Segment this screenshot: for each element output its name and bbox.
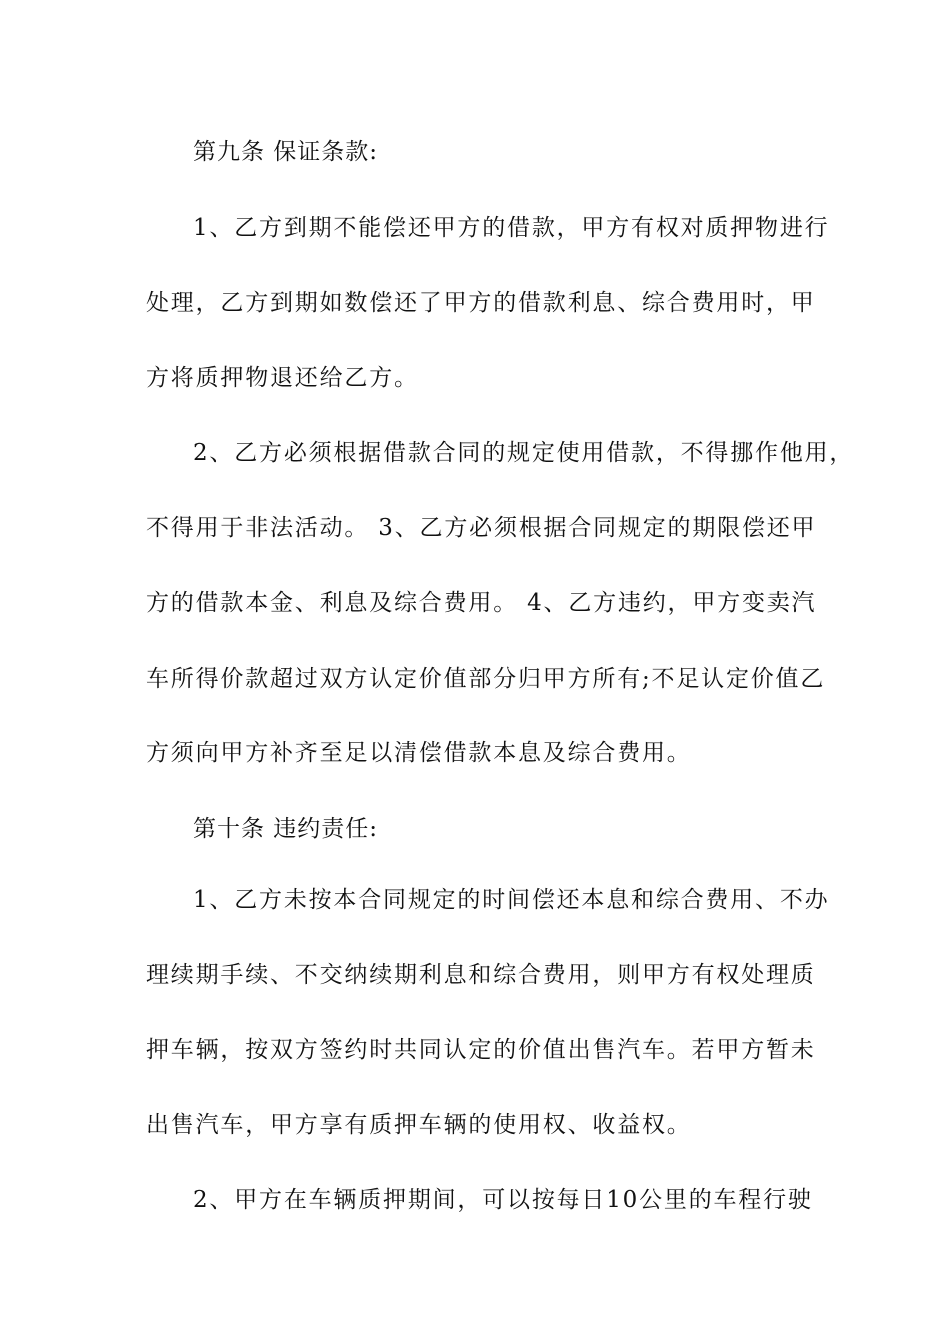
paragraph-line: 方须向甲方补齐至足以清偿借款本息及综合费用。 (146, 740, 692, 766)
paragraph-line: 2、乙方必须根据借款合同的规定使用借款，不得挪作他用， (193, 440, 855, 466)
paragraph-line: 不得用于非法活动。 3、乙方必须根据合同规定的期限偿还甲 (146, 515, 817, 541)
paragraph-line: 处理，乙方到期如数偿还了甲方的借款利息、综合费用时，甲 (146, 290, 816, 316)
paragraph-line: 方的借款本金、利息及综合费用。 4、乙方违约，甲方变卖汽 (146, 590, 817, 616)
paragraph-line: 押车辆，按双方签约时共同认定的价值出售汽车。若甲方暂未 (146, 1037, 816, 1063)
paragraph-line: 1、乙方未按本合同规定的时间偿还本息和综合费用、不办 (193, 887, 830, 913)
paragraph-line: 1、乙方到期不能偿还甲方的借款，甲方有权对质押物进行 (193, 215, 830, 241)
paragraph-line: 方将质押物退还给乙方。 (146, 365, 419, 391)
paragraph-line: 车所得价款超过双方认定价值部分归甲方所有;不足认定价值乙 (146, 666, 826, 692)
paragraph-line: 2、甲方在车辆质押期间，可以按每日10公里的车程行驶 (193, 1187, 813, 1213)
paragraph-line: 理续期手续、不交纳续期利息和综合费用，则甲方有权处理质 (146, 962, 816, 988)
paragraph-line: 出售汽车，甲方享有质押车辆的使用权、收益权。 (146, 1112, 692, 1138)
article-9-heading: 第九条 保证条款: (193, 139, 379, 165)
article-10-heading: 第十条 违约责任: (193, 816, 379, 842)
